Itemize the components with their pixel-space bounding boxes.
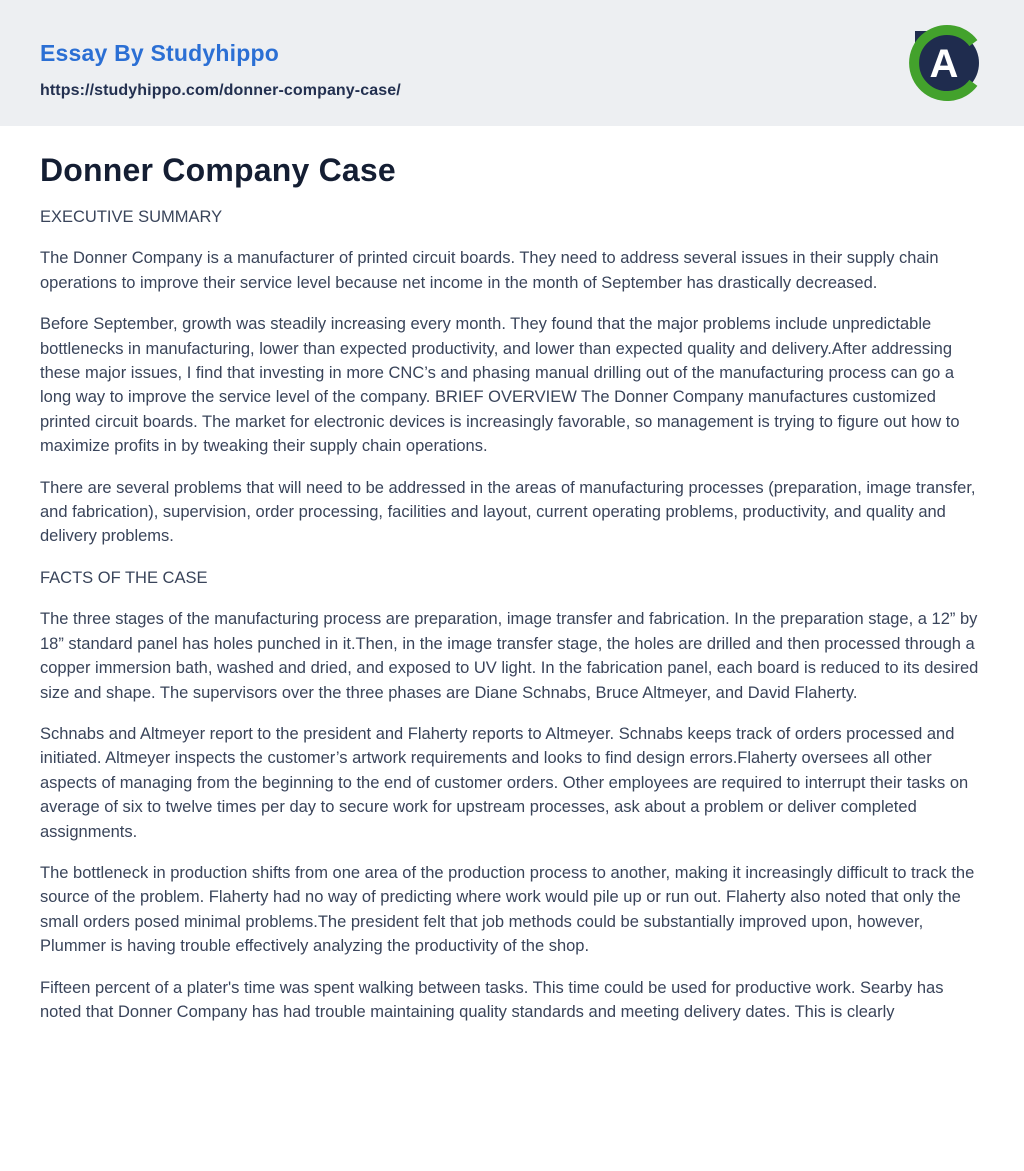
section-heading-facts-of-the-case: FACTS OF THE CASE: [40, 568, 208, 587]
paragraph: The Donner Company is a manufacturer of printed circuit boards. They need to address several issues in their supply chain operations to improve their service level because net income in the month of September has drastically decreased.: [40, 249, 939, 292]
paragraph: Before September, growth was steadily increasing every month. They found that the major problems include unpredictable bottlenecks in manufacturing, lower than expected productivity, and lower than expected quality and delivery.After addressing these major issues, I find that investing in more CNC’s and phasing manual drilling out of the manufacturing process can go a long way to improve the service level of the company. BRIEF OVERVIEW The Donner Company manufactures customized printed circuit boards. The market for electronic devices is increasingly favorable, so management is trying to figure out how to maximize profits in by tweaking their supply chain operations.: [40, 315, 960, 456]
studyhippo-logo-icon[interactable]: [908, 24, 986, 102]
page-title: Donner Company Case: [40, 152, 396, 188]
header: [0, 0, 1024, 126]
source-url-link[interactable]: https://studyhippo.com/donner-company-case/: [40, 82, 401, 99]
brand-title: Essay By Studyhippo: [40, 40, 279, 66]
paragraph: Fifteen percent of a plater's time was spent walking between tasks. This time could be used for productive work. Searby has noted that Donner Company has had trouble maintaining quality standards and meeting delivery dates. This is clearly: [40, 978, 944, 1021]
paragraph: The three stages of the manufacturing process are preparation, image transfer and fabrication. In the preparation stage, a 12” by 18” standard panel has holes punched in it.Then, in the image transfer stage, the holes are drilled and then processed through a copper immersion bath, washed and dried, and exposed to UV light. In the fabrication panel, each board is reduced to its desired size and shape. The supervisors over the three phases are Diane Schnabs, Bruce Altmeyer, and David Flaherty.: [40, 610, 979, 702]
document-body: [0, 126, 1024, 1024]
paragraph: The bottleneck in production shifts from one area of the production process to another, making it increasingly difficult to track the source of the problem. Flaherty had no way of predicting where work would pile up or run out. Flaherty also noted that only the small orders posed minimal problems.The president felt that job methods could be substantially improved upon, however, Plummer is having trouble effectively analyzing the productivity of the shop.: [40, 863, 975, 956]
section-heading-executive-summary: EXECUTIVE SUMMARY: [40, 208, 223, 226]
paragraph: Schnabs and Altmeyer report to the president and Flaherty reports to Altmeyer. Schnabs keeps track of orders processed and initiated. Altmeyer inspects the customer’s artwork requirements and looks to find design errors.Flaherty oversees all other aspects of managing from the beginning to the end of customer orders. Other employees are required to interrupt their tasks on average of six to twelve times per day to secure work for upstream processes, ask about a problem or deliver completed assignments.: [40, 724, 969, 841]
logo-letter: A: [929, 42, 959, 86]
paragraph: There are several problems that will need to be addressed in the areas of manufacturing processes (preparation, image transfer, and fabrication), supervision, order processing, facilities and layout, current operating problems, productivity, and quality and delivery problems.: [40, 478, 976, 546]
